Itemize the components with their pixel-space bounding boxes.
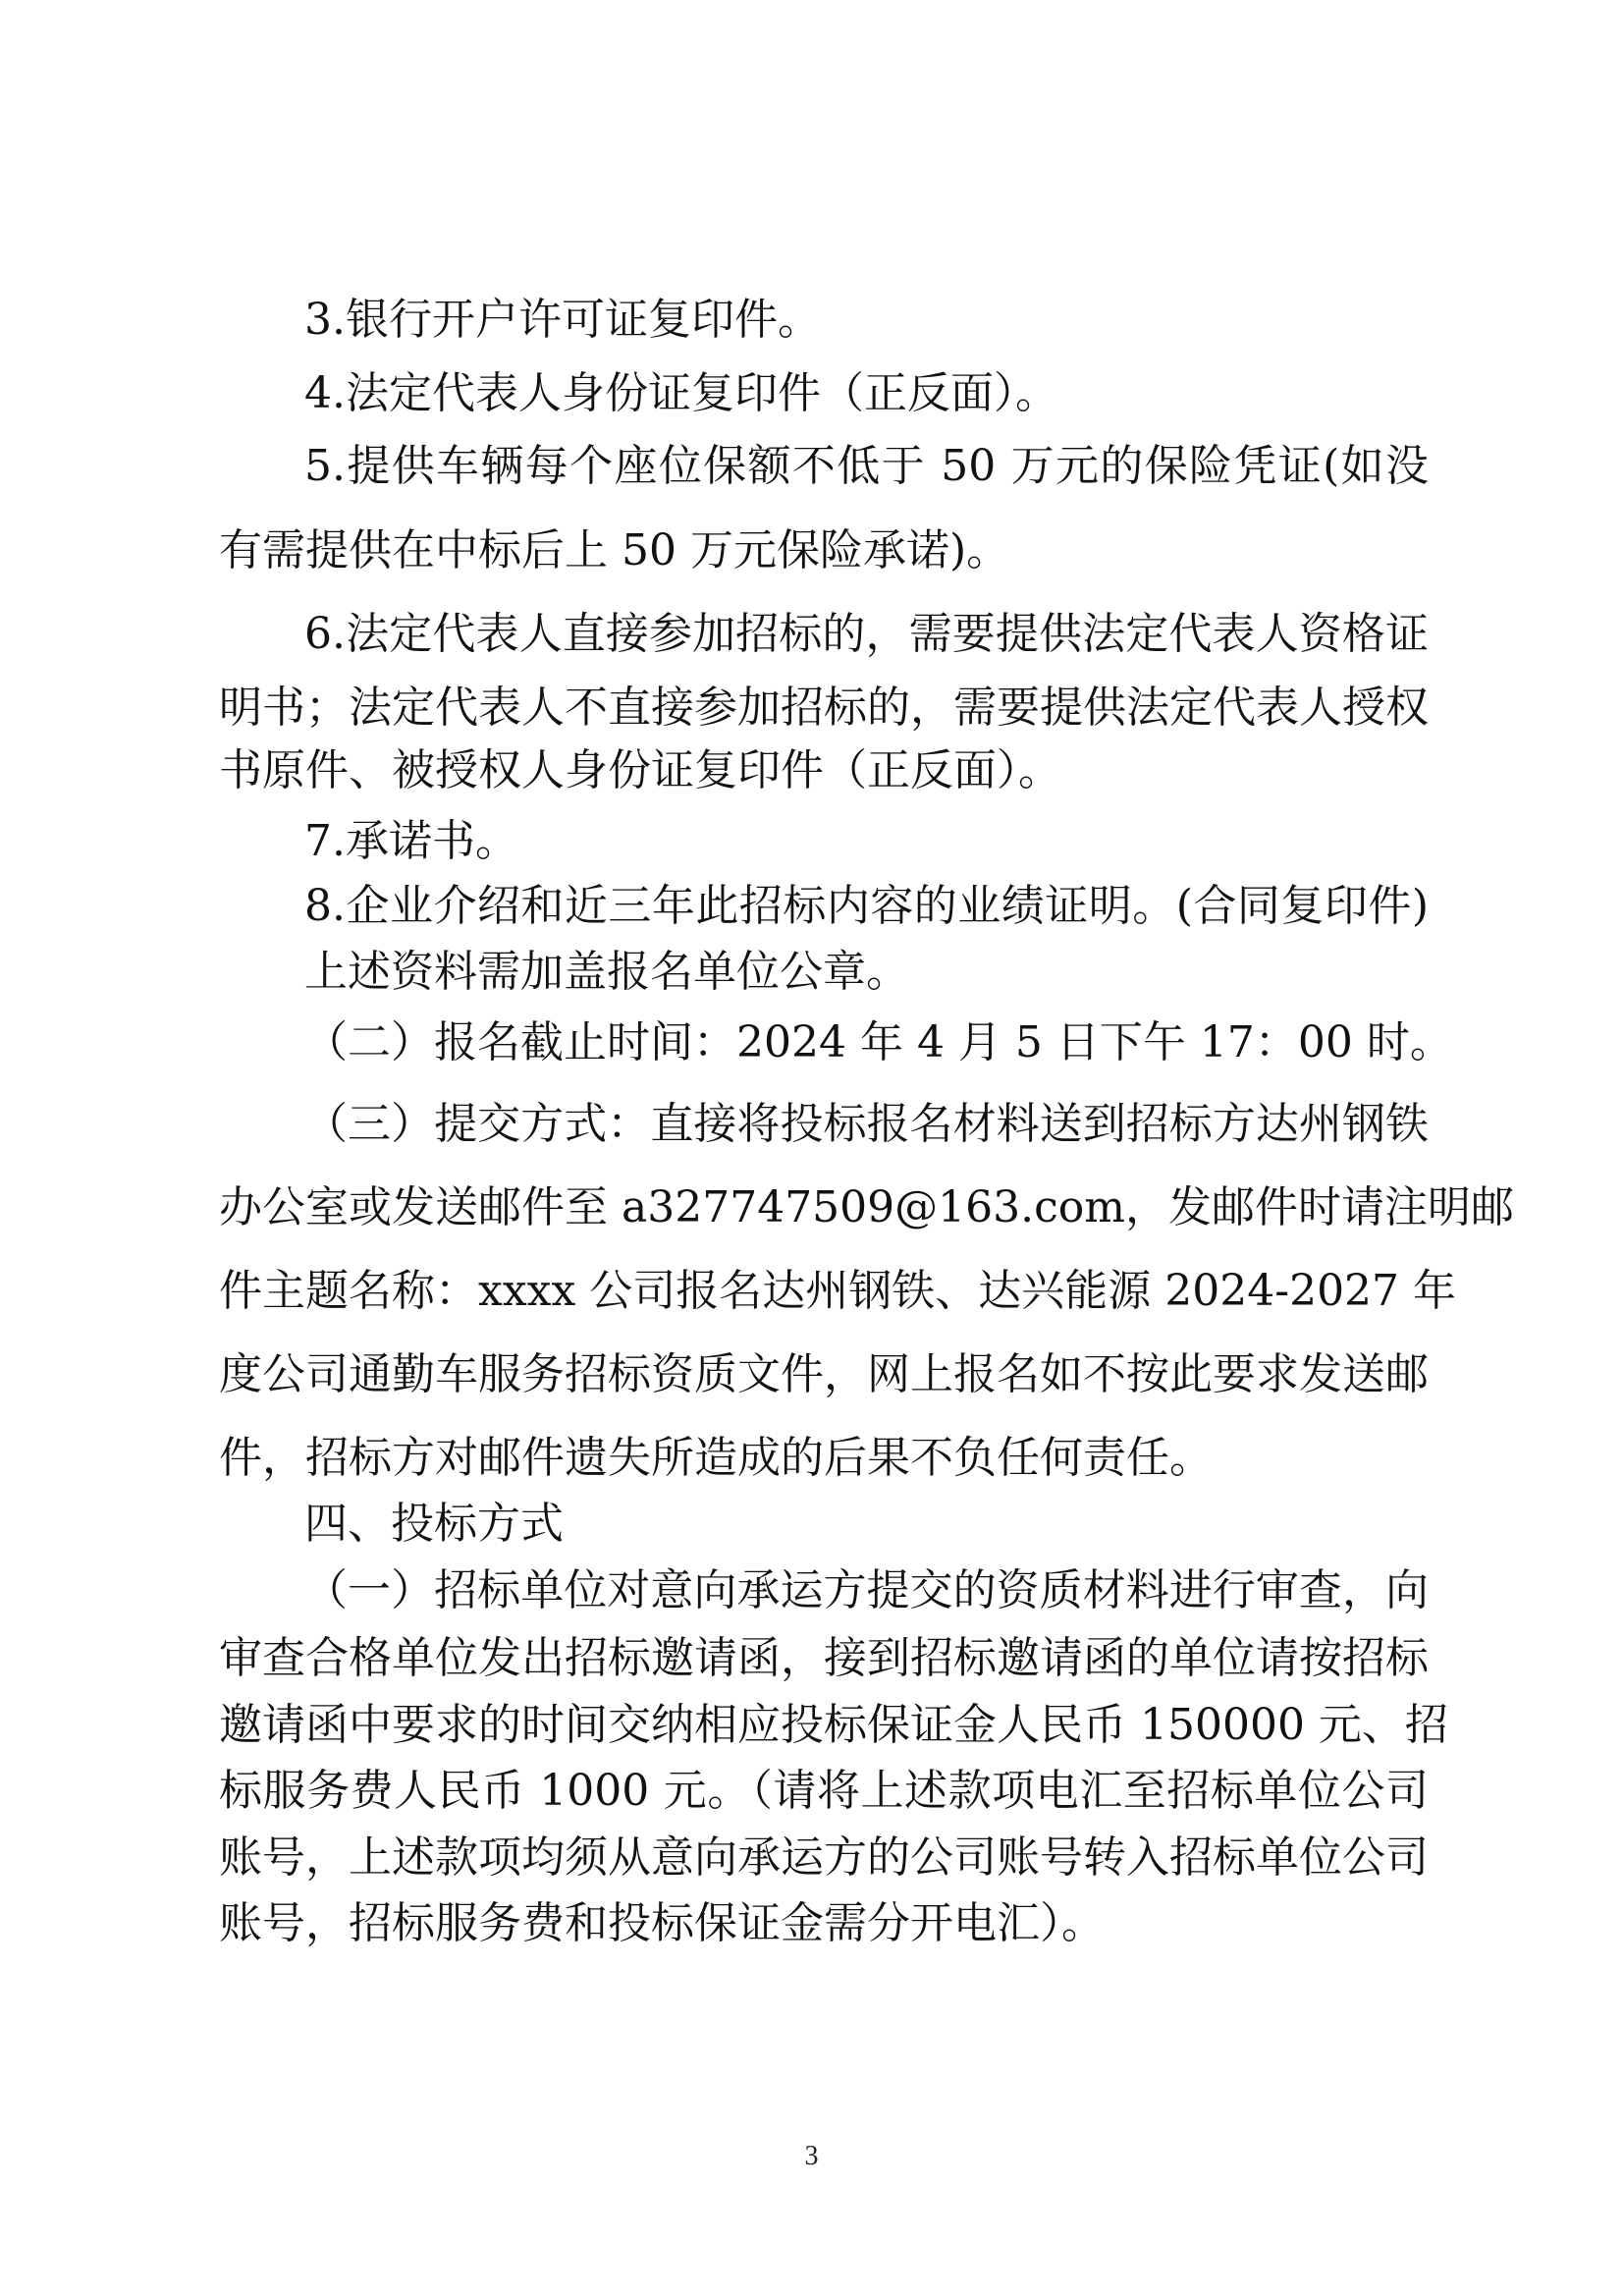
- text-line-21: 标服务费人民币 1000 元。（请将上述款项电汇至招标单位公司: [219, 1766, 1429, 1816]
- text-line-2: 4.法定代表人身份证复印件（正反面）。: [304, 368, 1058, 418]
- text-line-15: 度公司通勤车服务招标资质文件，网上报名如不按此要求发送邮: [219, 1349, 1429, 1399]
- text-line-9: 8.企业介绍和近三年此招标内容的业绩证明。(合同复印件): [304, 881, 1429, 931]
- text-line-5: 6.法定代表人直接参加招标的，需要提供法定代表人资格证: [304, 609, 1429, 659]
- text-line-13: 办公室或发送邮件至 a327747509@163.com，发邮件时请注明邮: [219, 1182, 1514, 1232]
- text-line-1: 3.银行开户许可证复印件。: [304, 295, 821, 345]
- page-number: 3: [804, 2141, 819, 2171]
- text-line-20: 邀请函中要求的时间交纳相应投标保证金人民币 150000 元、招: [219, 1700, 1448, 1750]
- text-line-14: 件主题名称：xxxx 公司报名达州钢铁、达兴能源 2024-2027 年: [219, 1266, 1457, 1316]
- text-line-7: 书原件、被授权人身份证复印件（正反面）。: [219, 745, 1061, 795]
- section-heading: 四、投标方式: [304, 1499, 564, 1549]
- text-line-22: 账号，上述款项均须从意向承运方的公司账号转入招标单位公司: [219, 1832, 1429, 1883]
- text-line-10: 上述资料需加盖报名单位公章。: [304, 947, 909, 997]
- text-line-16: 件，招标方对邮件遗失所造成的后果不负任何责任。: [219, 1433, 1213, 1483]
- text-line-3: 5.提供车辆每个座位保额不低于 50 万元的保险凭证(如没: [304, 441, 1429, 491]
- text-line-12: （三）提交方式：直接将投标报名材料送到招标方达州钢铁: [304, 1099, 1429, 1149]
- text-line-11: （二）报名截止时间：2024 年 4 月 5 日下午 17：00 时。: [304, 1017, 1453, 1067]
- text-line-4: 有需提供在中标后上 50 万元保险承诺)。: [219, 525, 1010, 575]
- text-line-18: （一）招标单位对意向承运方提交的资质材料进行审查，向: [304, 1565, 1429, 1615]
- text-line-6: 明书；法定代表人不直接参加招标的，需要提供法定代表人授权: [219, 683, 1429, 733]
- text-line-23: 账号，招标服务费和投标保证金需分开电汇）。: [219, 1898, 1105, 1948]
- text-line-8: 7.承诺书。: [304, 816, 518, 866]
- text-line-19: 审查合格单位发出招标邀请函，接到招标邀请函的单位请按招标: [219, 1633, 1429, 1683]
